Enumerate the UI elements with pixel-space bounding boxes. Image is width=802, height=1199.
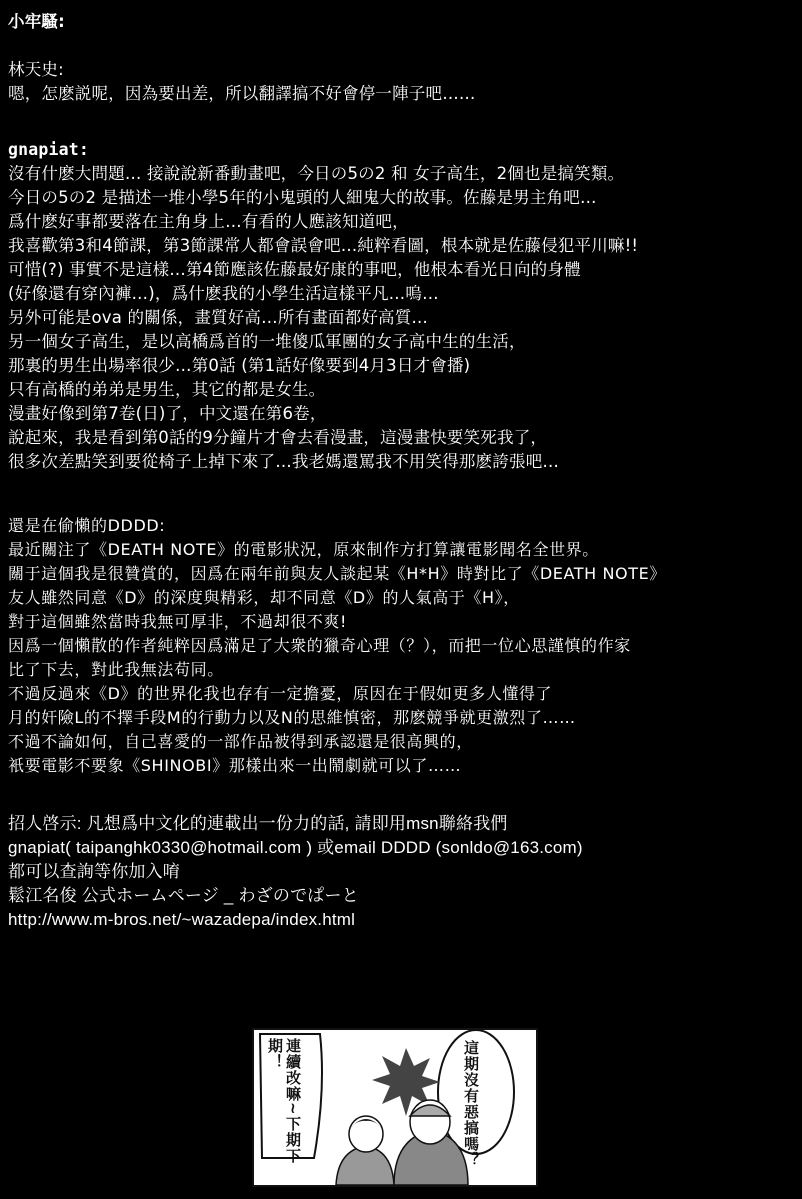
dddd-line: 最近關注了《DEATH NOTE》的電影狀況，原來制作方打算讓電影聞名全世界。: [8, 540, 599, 559]
dddd-section: [8, 514, 798, 778]
recruit-contact: gnapiat( taipanghk0330@hotmail.com ) 或email DDDD (sonldo@163.com): [8, 838, 583, 857]
lin-section: [8, 58, 798, 106]
gnapiat-line: 我喜歡第3和4節課，第3節課常人都會誤會吧…純粹看圖，根本就是佐藤侵犯平川嘛!!: [8, 236, 639, 255]
dddd-line: 月的奸險L的不擇手段M的行動力以及N的思維慎密，那麽競爭就更激烈了……: [8, 708, 576, 727]
gnapiat-section: [8, 138, 798, 474]
boy-character: [336, 1116, 394, 1185]
bubble-right-text: 這期沒有惡搞嗎？: [462, 1040, 480, 1168]
dddd-line: 友人雖然同意《D》的深度與精彩，却不同意《D》的人氣高于《H》，: [8, 588, 520, 607]
gnapiat-line: 今日の5の2 是描述一堆小學5年的小鬼頭的人細鬼大的故事。佐藤是男主角吧…: [8, 188, 597, 207]
gnapiat-line: 那裏的男生出場率很少…第0話 (第1話好像要到4月3日才會播): [8, 356, 471, 375]
gnapiat-line: 爲什麽好事都要落在主角身上…有看的人應該知道吧，: [8, 212, 409, 231]
rant-section: [8, 10, 798, 34]
recruit-section: [8, 812, 798, 932]
dddd-line: 不過不論如何，自己喜愛的一部作品被得到承認還是很高興的，: [8, 732, 473, 751]
dddd-line: 關于這個我是很贊賞的，因爲在兩年前與友人談起某《H*H》時對比了《DEATH NOTE》: [8, 564, 666, 583]
recruit-line: 都可以查詢等你加入唷: [8, 862, 180, 881]
comic-panel: [252, 1028, 538, 1187]
gnapiat-line: 另外可能是ova 的關係，畫質好高…所有畫面都好高質…: [8, 308, 429, 327]
dddd-line: 不過反過來《D》的世界化我也存有一定擔憂，原因在于假如更多人懂得了: [8, 684, 553, 703]
gnapiat-line: 另一個女子高生，是以高橋爲首的一堆傻瓜軍團的女子高中生的生活，: [8, 332, 526, 351]
lin-line: 嗯，怎麽説呢，因為要出差，所以翻譯搞不好會停一陣子吧……: [8, 84, 476, 103]
lin-name: 林天史:: [8, 60, 64, 79]
gnapiat-line: 說起來，我是看到第0話的9分鐘片才會去看漫畫，這漫畫快要笑死我了，: [8, 428, 548, 447]
recruit-line: 招人啓示: 凡想爲中文化的連載出一份力的話, 請即用msn聯絡我們: [8, 814, 508, 833]
homepage-url[interactable]: http://www.m-bros.net/~wazadepa/index.html: [8, 910, 356, 929]
gnapiat-line: 只有高橋的弟弟是男生，其它的都是女生。: [8, 380, 326, 399]
gnapiat-line: 可惜(?) 事實不是這樣…第4節應該佐藤最好康的事吧，他根本看光日向的身體: [8, 260, 581, 279]
gnapiat-line: (好像還有穿內褲…)，爲什麽我的小學生活這樣平凡…嗚…: [8, 284, 439, 303]
rant-title: 小牢騷:: [8, 12, 65, 31]
gnapiat-line: 漫畫好像到第7卷(日)了，中文還在第6卷，: [8, 404, 327, 423]
gnapiat-name: gnapiat:: [8, 140, 90, 159]
homepage-title: 鬆江名俊 公式ホームページ _ わざのでぱーと: [8, 886, 359, 905]
dddd-line: 比了下去，對此我無法苟同。: [8, 660, 224, 679]
gnapiat-line: 很多次差點笑到要從椅子上掉下來了…我老媽還罵我不用笑得那麽誇張吧…: [8, 452, 560, 471]
gnapiat-line: 沒有什麽大問題… 接說說新番動畫吧，今日の5の2 和 女子高生，2個也是搞笑類。: [8, 164, 625, 183]
dddd-line: 對于這個雖然當時我無可厚非，不過却很不爽!: [8, 612, 348, 631]
bubble-left-text: 連續改嘛~下期下期！: [266, 1038, 302, 1164]
dddd-name: 還是在偷懶的DDDD:: [8, 516, 166, 535]
dddd-line: 衹要電影不要象《SHINOBI》那樣出來一出鬧劇就可以了……: [8, 756, 462, 775]
dddd-line: 因爲一個懶散的作者純粹因爲滿足了大衆的獵奇心理（？），而把一位心思謹慎的作家: [8, 636, 631, 655]
